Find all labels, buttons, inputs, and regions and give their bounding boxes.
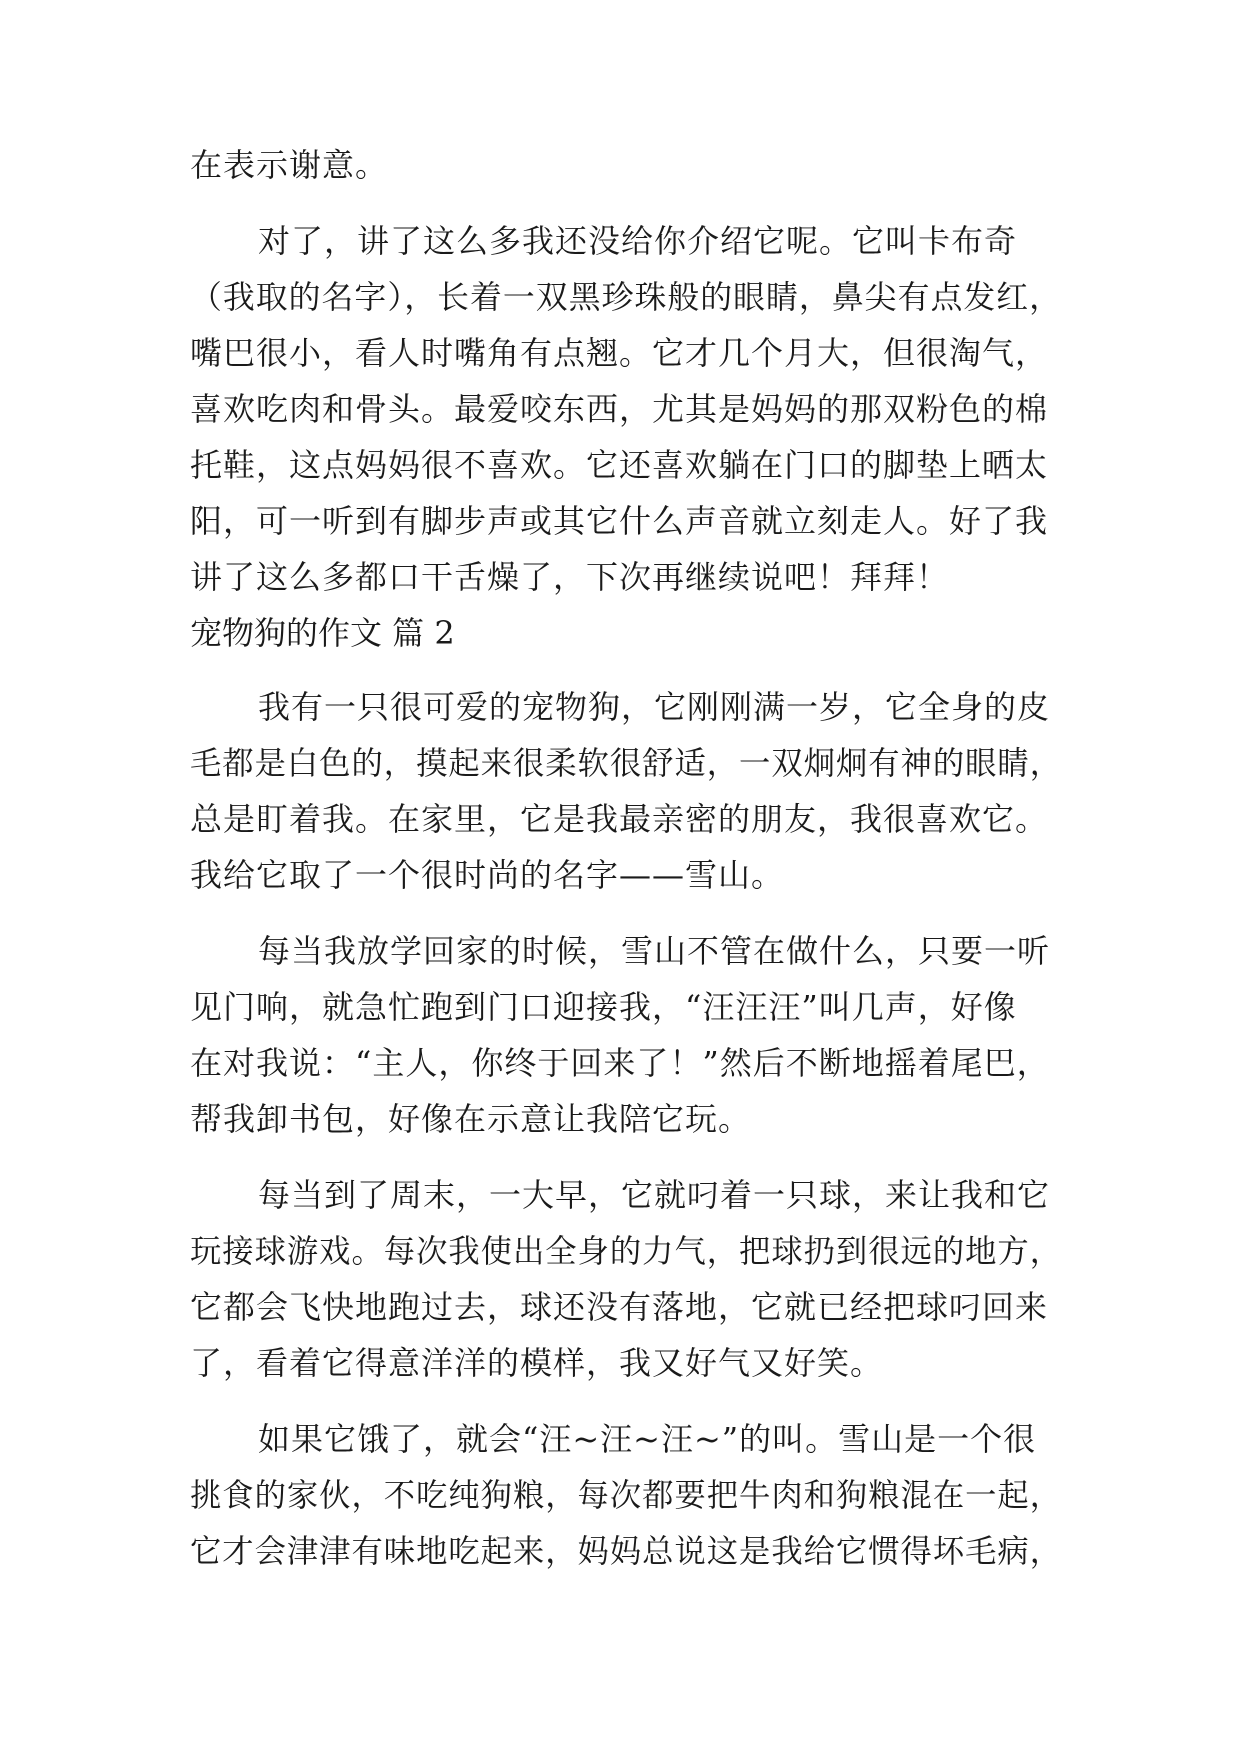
text-line: 帮我卸书包，好像在示意让我陪它玩。 [190,1100,752,1138]
text-line: 在对我说：“主人，你终于回来了！”然后不断地摇着尾巴， [190,1044,1050,1082]
paragraph-first-line: 对了，讲了这么多我还没给你介绍它呢。它叫卡布奇 [258,222,1018,260]
text-line: 在表示谢意。 [190,146,389,184]
text-line: 嘴巴很小，看人时嘴角有点翘。它才几个月大，但很淘气， [190,334,1049,372]
section-heading: 宠物狗的作文 篇 2 [190,614,455,652]
text-line: 讲了这么多都口干舌燥了，下次再继续说吧！拜拜！ [190,558,950,596]
paragraph-first-line: 我有一只很可爱的宠物狗，它刚刚满一岁，它全身的皮 [258,688,1051,726]
text-line: 玩接球游戏。每次我使出全身的力气，把球扔到很远的地方， [190,1232,1063,1270]
paragraph-first-line: 每当到了周末，一大早，它就叼着一只球，来让我和它 [258,1176,1051,1214]
text-line: （我取的名字），长着一双黑珍珠般的眼睛，鼻尖有点发红， [190,278,1063,316]
text-line: 阳，可一听到有脚步声或其它什么声音就立刻走人。好了我 [190,502,1049,540]
text-line: 它才会津津有味地吃起来，妈妈总说这是我给它惯得坏毛病， [190,1532,1063,1570]
text-line: 托鞋，这点妈妈很不喜欢。它还喜欢躺在门口的脚垫上晒太 [190,446,1049,484]
text-line: 毛都是白色的，摸起来很柔软很舒适，一双炯炯有神的眼睛， [190,744,1063,782]
text-line: 挑食的家伙，不吃纯狗粮，每次都要把牛肉和狗粮混在一起， [190,1476,1063,1514]
text-line: 我给它取了一个很时尚的名字——雪山。 [190,856,785,894]
paragraph-first-line: 每当我放学回家的时候，雪山不管在做什么，只要一听 [258,932,1051,970]
text-line: 喜欢吃肉和骨头。最爱咬东西，尤其是妈妈的那双粉色的棉 [190,390,1049,428]
text-line: 它都会飞快地跑过去，球还没有落地，它就已经把球叼回来 [190,1288,1049,1326]
text-line: 见门响，就急忙跑到门口迎接我，“汪汪汪”叫几声，好像 [190,988,1017,1026]
text-line: 总是盯着我。在家里，它是我最亲密的朋友，我很喜欢它。 [190,800,1049,838]
paragraph-first-line: 如果它饿了，就会“汪~汪~汪~”的叫。雪山是一个很 [258,1420,1037,1458]
text-line: 了，看着它得意洋洋的模样，我又好气又好笑。 [190,1344,884,1382]
